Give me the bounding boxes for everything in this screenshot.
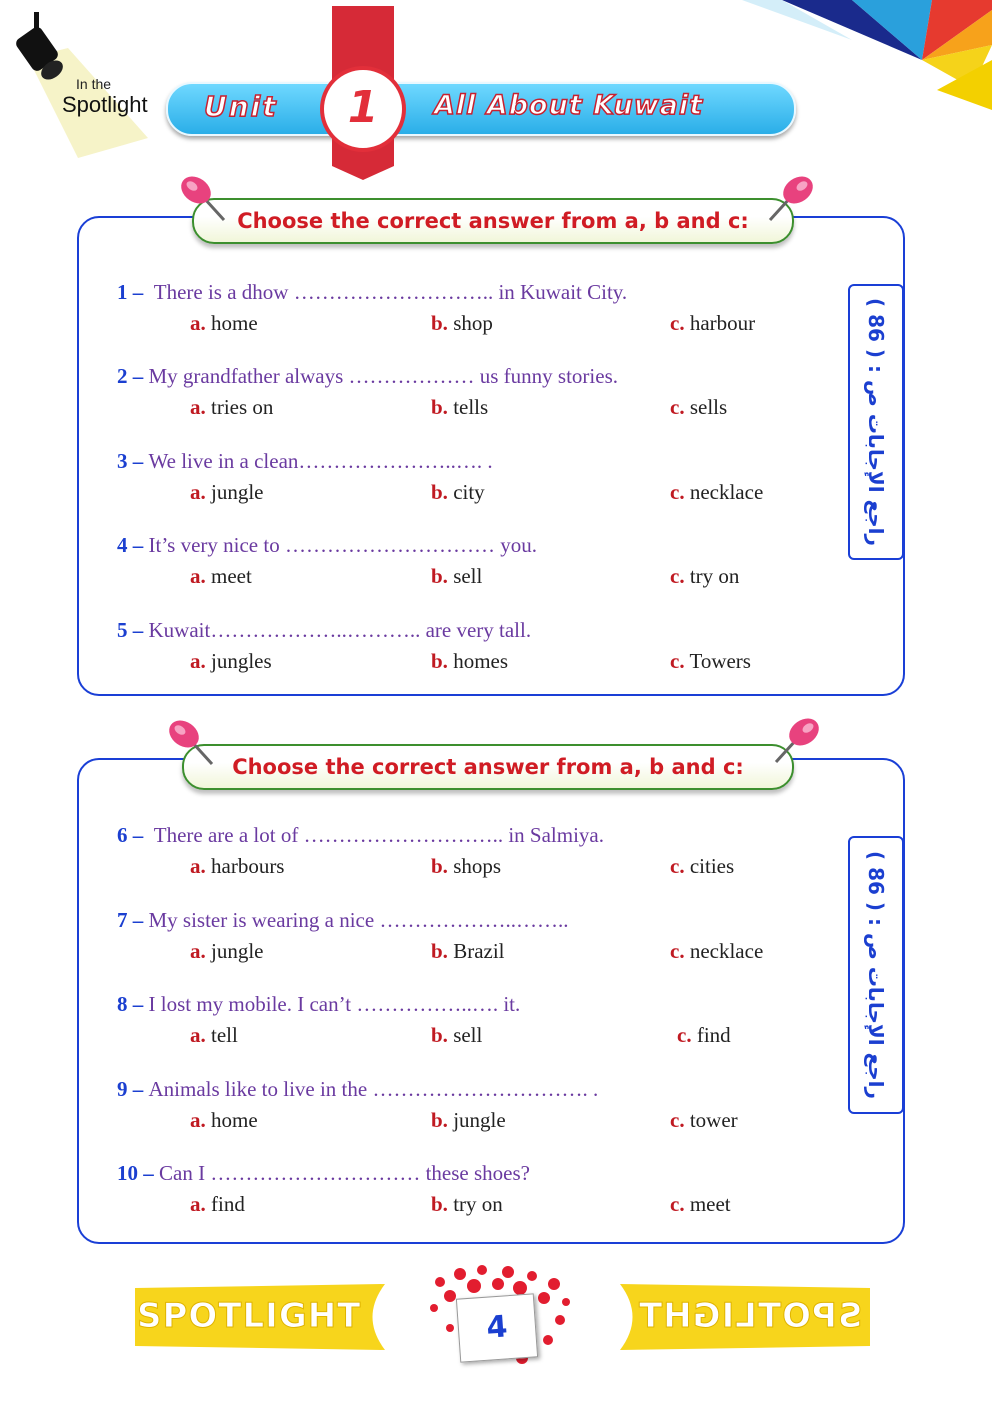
answers-reference-2 [848,836,904,1114]
spotlight-logo [8,8,158,158]
option-a: a. tell [190,1023,238,1047]
option-b: b. sell [431,564,483,588]
option-a: a. home [190,1108,258,1132]
question-10: 10 – Can I ………………………… these shoes? [117,1161,530,1185]
spotlight-lamp-icon [12,12,72,92]
option-b: b. shops [431,854,502,878]
option-a: a. jungle [190,939,264,963]
question-4: 4 – It’s very nice to ………………………… you. [117,533,537,557]
option-a: a. home [190,311,258,335]
question-8: 8 – I lost my mobile. I can’t ……………..…. it. [117,992,521,1016]
question-9: 9 – Animals like to live in the …………………………. . [117,1077,599,1101]
option-a: a. meet [190,564,252,588]
exercise-1-instruction: Choose the correct answer from a, b and c: [192,198,794,244]
logo-big-text: Spotlight [62,92,148,117]
option-b: b. jungle [431,1108,506,1132]
option-c: c. try on [670,564,740,588]
push-pin-icon [162,712,218,768]
unit-title: All About Kuwait [434,90,704,121]
option-b: b. Brazil [431,939,505,963]
footer-brand-text: SPOTLIGHT [137,1296,362,1336]
option-c: c. Towers [670,649,751,673]
option-a: a. tries on [190,395,274,419]
option-b: b. tells [431,395,489,419]
logo-small-text: In the [76,76,112,92]
option-b: b. sell [431,1023,483,1047]
push-pin-icon [770,710,826,766]
footer-brand-left [135,1282,395,1352]
question-6: 6 – There are a lot of ……………………….. in Salmiya. [117,823,604,847]
unit-number-badge: 1 [320,66,406,152]
option-b: b. city [431,480,485,504]
option-c: c. necklace [670,939,764,963]
question-1: 1 – There is a dhow ……………………….. in Kuwait City. [117,280,628,304]
option-c: c. necklace [670,480,764,504]
answers-reference-1 [848,284,904,560]
page-number: 4 [456,1293,538,1362]
answers-reference-text: راجع الإجابات ص : ( 86 ) [864,850,888,1100]
option-b: b. homes [431,649,509,673]
option-a: a. jungles [190,649,272,673]
answers-reference-text: راجع الإجابات ص : ( 86 ) [864,297,888,547]
option-a: a. harbours [190,854,285,878]
option-b: b. try on [431,1192,503,1216]
push-pin-icon [174,168,230,224]
question-7: 7 – My sister is wearing a nice ………………..…….. [117,908,569,932]
option-c: c. tower [670,1108,738,1132]
unit-label: Unit [204,90,278,123]
footer-brand-right [608,1282,870,1352]
footer-brand-text-mirrored: SPOTLIGHT [638,1296,863,1336]
question-3: 3 – We live in a clean…………………..…. . [117,449,493,473]
exercise-2-instruction: Choose the correct answer from a, b and c: [182,744,794,790]
push-pin-icon [764,168,820,224]
question-2: 2 – My grandfather always ……………… us funny stories. [117,364,619,388]
option-b: b. shop [431,311,493,335]
option-c: c. find [677,1023,731,1047]
option-a: a. find [190,1192,245,1216]
option-a: a. jungle [190,480,264,504]
question-5: 5 – Kuwait………………..……….. are very tall. [117,618,532,642]
option-c: c. cities [670,854,735,878]
option-c: c. meet [670,1192,731,1216]
option-c: c. sells [670,395,728,419]
option-c: c. harbour [670,311,756,335]
